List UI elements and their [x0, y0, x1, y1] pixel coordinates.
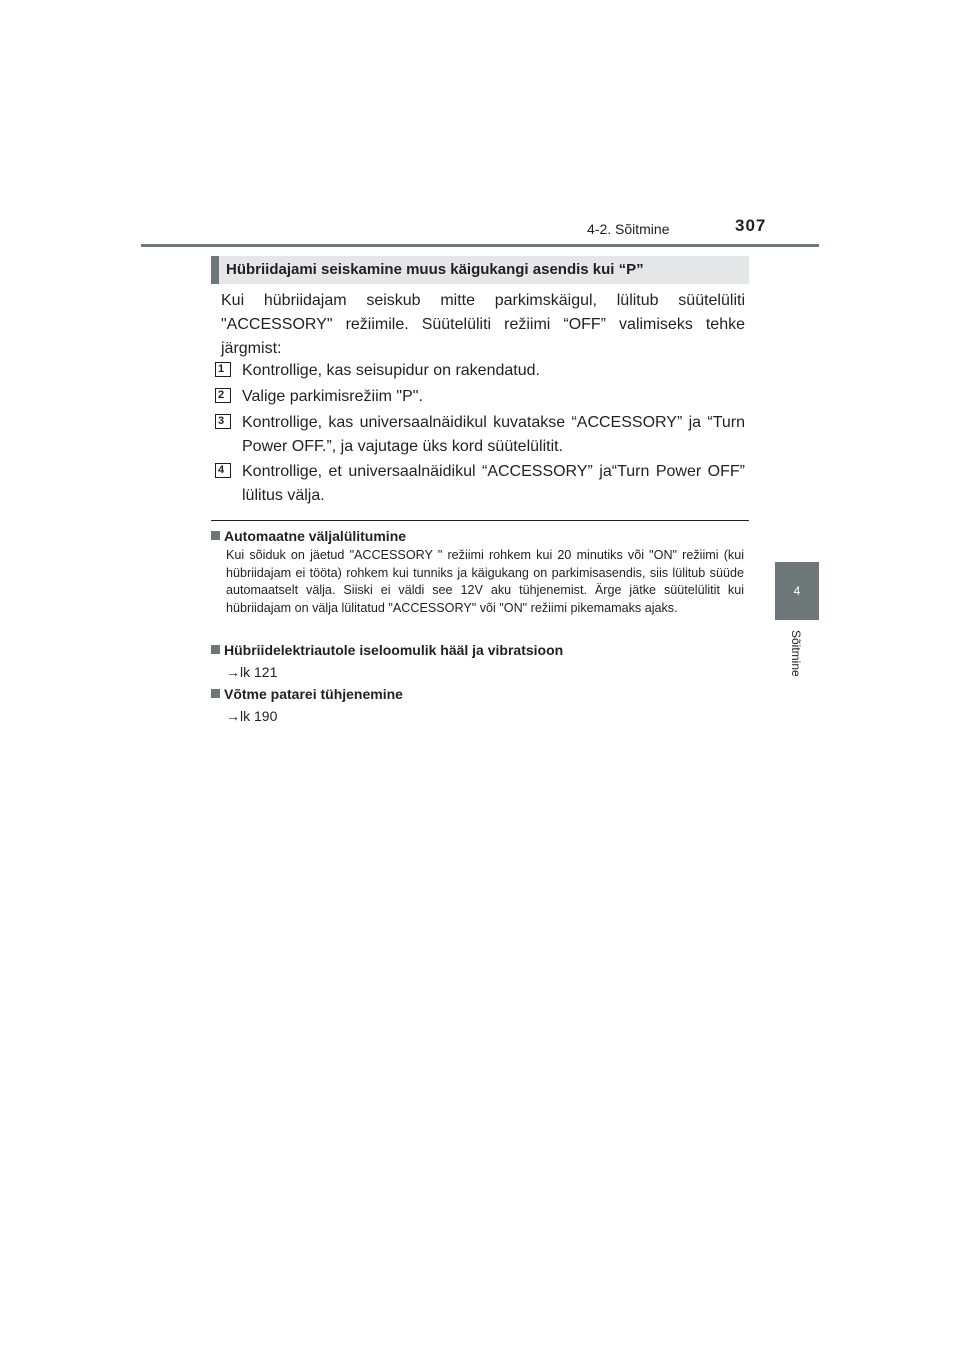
bullet-square-icon	[211, 645, 220, 654]
intro-paragraph: Kui hübriidajam seiskub mitte parkimskäigul, lülitub süütelüliti "ACCESSORY" režiimile. Süütelüliti režiimi “OFF” valimiseks tehke järgmist:	[221, 292, 745, 357]
note-heading	[211, 641, 563, 659]
page-number: 307	[735, 216, 767, 235]
step-number: 4	[215, 463, 231, 478]
bullet-square-icon	[211, 531, 220, 540]
note-heading-text: Võtme patarei tühjenemine	[224, 686, 403, 702]
chapter-tab-label: Sõitmine	[789, 630, 803, 677]
header-divider	[141, 244, 819, 247]
note-body: Kui sõiduk on jäetud "ACCESSORY " režiimi rohkem kui 20 minutiks või "ON" režiimi (kui hübriidajam ei tööta) rohkem kui tunniks ja käigukang on parkimisasendis, siis lülitub süüde automaatselt välja. Siiski ei väldi see 12V aku tühjenemist. Ärge jätke süütelülitit kui hübriidajam on välja lülitatud "ACCESSORY" või "ON" režiimi pikemamaks ajaks.	[226, 548, 744, 616]
note-heading-text: Automaatne väljalülitumine	[224, 528, 407, 544]
chapter-tab	[775, 562, 819, 620]
notes-divider	[211, 520, 749, 521]
step-number: 3	[215, 414, 231, 429]
note-heading	[211, 527, 406, 545]
section-title: Hübriidajami seiskamine muus käigukangi asendis kui “P”	[211, 256, 749, 284]
note-heading-text: Hübriidelektriautole iseloomulik hääl ja vibratsioon	[224, 642, 564, 658]
step-text: Kontrollige, kas seisupidur on rakendatud.	[242, 362, 540, 379]
step-text: Kontrollige, et universaalnäidikul “ACCESSORY” ja“Turn Power OFF” lülitus välja.	[242, 463, 745, 504]
chapter-tab-number: 4	[793, 584, 801, 598]
step-text: Valige parkimisrežiim "P".	[242, 388, 423, 405]
step-number: 2	[215, 388, 231, 403]
step-number: 1	[215, 362, 231, 377]
header-section-title: 4-2. Sõitmine	[587, 221, 670, 237]
note-heading	[211, 685, 403, 703]
step-text: Kontrollige, kas universaalnäidikul kuvatakse “ACCESSORY” ja “Turn Power OFF.”, ja vajutage üks kord süütelülitit.	[242, 414, 745, 455]
page-reference-link[interactable]: →lk 121	[226, 664, 278, 680]
bullet-square-icon	[211, 689, 220, 698]
page-reference-link[interactable]: →lk 190	[226, 708, 278, 724]
